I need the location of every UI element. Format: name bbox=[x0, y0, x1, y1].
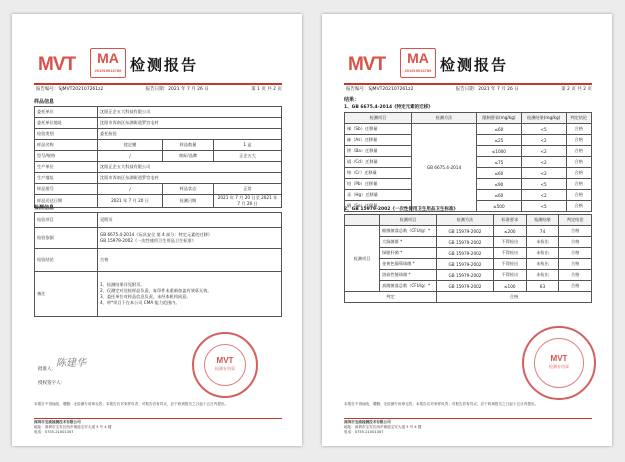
table-cell: 型号/规格 bbox=[35, 151, 98, 162]
table-row bbox=[35, 272, 282, 317]
footer-divider bbox=[34, 418, 282, 419]
table-cell: 检验类别 bbox=[35, 129, 98, 140]
table-row bbox=[35, 129, 282, 140]
footer-info: 深圳市宝威检测技术有限公司 地址：深圳市宝安区西乡街道宝安大道 5 号 4 楼 电话：0755-21001307 bbox=[34, 420, 112, 434]
table-cell: 大肠菌群 * bbox=[380, 237, 437, 248]
inspection-stamp: MVT 检测专用章 bbox=[192, 332, 258, 398]
report-meta: 报告编号：SJMVT202107261z2 报告日期：2021 年 7 月 26 日 第 2 页 共 2 页 bbox=[346, 87, 592, 92]
report-page-2 bbox=[322, 14, 612, 446]
sample-info-title: 样品信息 bbox=[34, 99, 55, 105]
table-cell: 锑（Sb）迁移量 bbox=[345, 124, 412, 135]
table-cell: 2021 年 7 月 20 日至 2021 年 7 月 26 日 bbox=[214, 195, 282, 208]
table-cell: ≤25 bbox=[477, 135, 522, 146]
table-row bbox=[345, 270, 592, 281]
table-cell: 不得检出 bbox=[493, 237, 526, 248]
table-header bbox=[345, 113, 592, 124]
table-cell: 溶血性链球菌 * bbox=[380, 270, 437, 281]
table-cell: 钡（Ba）迁移量 bbox=[345, 146, 412, 157]
table-cell: 标准要求 bbox=[493, 215, 526, 226]
table-cell: 细菌菌落总数（CFU/g）* bbox=[380, 226, 437, 237]
cma-logo: MA 201919016789 bbox=[400, 48, 436, 78]
table-cell: 合格 bbox=[566, 190, 592, 201]
table-cell: 委托单位 bbox=[35, 107, 98, 118]
table-cell: 2021 年 7 月 20 日 bbox=[98, 195, 163, 208]
table-cell: 检验项目 bbox=[35, 213, 98, 228]
table-cell: 合格 bbox=[566, 179, 592, 190]
test-info-table bbox=[34, 212, 282, 317]
table-row bbox=[35, 195, 282, 208]
table-cell: ≤60 bbox=[477, 124, 522, 135]
table-cell: 检验依据 bbox=[35, 228, 98, 249]
table-cell: 合格 bbox=[566, 201, 592, 212]
table-cell: 检测项目 bbox=[345, 226, 380, 292]
table-cell: 合格 bbox=[566, 135, 592, 146]
table-cell: 检验结论 bbox=[35, 249, 98, 272]
report-title: 检测报告 bbox=[130, 56, 199, 74]
table-cell: 合格 bbox=[566, 124, 592, 135]
table-cell: <2 bbox=[521, 135, 566, 146]
table-cell: 汞（Hg）迁移量 bbox=[345, 190, 412, 201]
table-cell: 合格 bbox=[566, 146, 592, 157]
section-1-title: 1、GB 6675.4-2014《特定元素的迁移》 bbox=[344, 105, 433, 110]
inspection-stamp: MVT 检测专用章 bbox=[522, 326, 596, 400]
table-cell: 检测项目 bbox=[380, 215, 437, 226]
footer-note: 本报告不得涂改、增删；无检测专用章无效；本报告仅对来样负责；对报告若有异议，应于收到报告之日起十五日内提出。 bbox=[344, 402, 539, 406]
table-cell: 生产地址 bbox=[35, 173, 98, 184]
table-cell: 真菌菌落总数（CFU/g）* bbox=[380, 281, 437, 292]
table-cell: 样品送达日期 bbox=[35, 195, 98, 208]
hygiene-standard-table bbox=[344, 214, 592, 303]
table-row bbox=[35, 213, 282, 228]
table-cell: 不得检出 bbox=[493, 270, 526, 281]
table-row bbox=[35, 107, 282, 118]
table-cell: 硒（Se）迁移量 bbox=[345, 201, 412, 212]
table-row bbox=[345, 237, 592, 248]
table-cell: 见附页 bbox=[98, 213, 282, 228]
test-info-title: 检测信息 bbox=[34, 205, 55, 211]
table-cell: 样品批号 bbox=[35, 184, 98, 195]
table-cell: 商标/品牌 bbox=[163, 151, 214, 162]
table-row bbox=[345, 281, 592, 292]
table-cell: ≤500 bbox=[477, 201, 522, 212]
mvt-logo: MVT bbox=[348, 54, 386, 75]
table-cell: 未检出 bbox=[526, 248, 559, 259]
table-row bbox=[345, 226, 592, 237]
table-row bbox=[35, 228, 282, 249]
table-cell: 样品名称 bbox=[35, 140, 98, 151]
section-2-title: 2、GB 15979-2002《一次性使用卫生用品卫生标准》 bbox=[344, 207, 458, 212]
result-title: 结果： bbox=[344, 97, 360, 103]
table-cell: 备注 bbox=[35, 272, 98, 317]
report-page-1 bbox=[12, 14, 302, 446]
table-row bbox=[35, 140, 282, 151]
table-row bbox=[35, 173, 282, 184]
table-cell: 样品状态 bbox=[163, 184, 214, 195]
table-cell: 合格 bbox=[566, 168, 592, 179]
table-cell: <2 bbox=[521, 157, 566, 168]
table-row bbox=[35, 151, 282, 162]
table-row bbox=[345, 259, 592, 270]
approver-label: 批准人： bbox=[38, 367, 56, 372]
table-cell: 合格 bbox=[559, 281, 592, 292]
reviewer-label: 授权签字人： bbox=[38, 381, 65, 386]
report-header bbox=[38, 46, 276, 80]
table-cell: 合格 bbox=[559, 226, 592, 237]
table-cell: / bbox=[98, 184, 163, 195]
table-cell: 不得检出 bbox=[493, 259, 526, 270]
table-cell: 铬（Cr）迁移量 bbox=[345, 168, 412, 179]
table-cell: ≤75 bbox=[477, 157, 522, 168]
table-cell: 未检出 bbox=[526, 237, 559, 248]
table-cell: ≤1000 bbox=[477, 146, 522, 157]
table-cell: GB 15979-2002 bbox=[437, 259, 494, 270]
footer-divider bbox=[344, 418, 592, 419]
table-cell: 铅（Pb）迁移量 bbox=[345, 179, 412, 190]
table-cell: GB 15979-2002 bbox=[437, 281, 494, 292]
verdict-row bbox=[345, 292, 592, 303]
table-cell: 74 bbox=[526, 226, 559, 237]
table-row bbox=[345, 124, 592, 135]
report-title: 检测报告 bbox=[440, 56, 509, 74]
table-cell: 委托单位地址 bbox=[35, 118, 98, 129]
table-cell: 限制要求(mg/kg) bbox=[477, 113, 522, 124]
table-cell: 砷（As）迁移量 bbox=[345, 135, 412, 146]
report-meta: 报告编号：SJMVT202107261z2 报告日期：2021 年 7 月 26 日 第 1 页 共 2 页 bbox=[36, 87, 282, 92]
table-header bbox=[345, 215, 592, 226]
table-cell: 绿脓杆菌 * bbox=[380, 248, 437, 259]
header-divider bbox=[344, 83, 592, 85]
table-cell bbox=[345, 215, 380, 226]
table-cell: <5 bbox=[521, 201, 566, 212]
sample-info-table bbox=[34, 106, 282, 208]
table-cell: 沈阳市浑南区东湖街道罗宫屯村 bbox=[98, 173, 282, 184]
table-cell: 合格 bbox=[559, 259, 592, 270]
table-cell: ≤200 bbox=[493, 226, 526, 237]
header-divider bbox=[34, 83, 282, 85]
approver-signature: 陈建华 bbox=[56, 358, 86, 369]
table-cell: <2 bbox=[521, 146, 566, 157]
table-row bbox=[35, 162, 282, 173]
table-cell: 镉（Cd）迁移量 bbox=[345, 157, 412, 168]
table-row bbox=[35, 184, 282, 195]
table-cell: 判定结论 bbox=[566, 113, 592, 124]
table-cell: 沈阳正企五大科技有限公司 bbox=[98, 162, 282, 173]
table-cell: 未检出 bbox=[526, 259, 559, 270]
table-cell: <5 bbox=[521, 179, 566, 190]
table-cell: <2 bbox=[521, 168, 566, 179]
table-cell: 正企五大 bbox=[214, 151, 282, 162]
table-cell: ≤60 bbox=[477, 190, 522, 201]
report-header bbox=[348, 46, 586, 80]
table-cell: 样品数量 bbox=[163, 140, 214, 151]
cma-logo: MA 201919016789 bbox=[90, 48, 126, 78]
table-cell: 正常 bbox=[214, 184, 282, 195]
table-cell: GB 15979-2002 bbox=[437, 237, 494, 248]
table-cell: 合格 bbox=[559, 237, 592, 248]
table-cell: 未检出 bbox=[526, 270, 559, 281]
table-cell: 检测日期 bbox=[163, 195, 214, 208]
table-cell: GB 15979-2002 bbox=[437, 226, 494, 237]
footer-info: 深圳市宝威检测技术有限公司 地址：深圳市宝安区西乡街道宝安大道 5 号 4 楼 电话：0755-21001307 bbox=[344, 420, 422, 434]
table-row bbox=[35, 249, 282, 272]
remarks-list: 1、检测结果详见附页。 2、仅测定对送检样品负责，复印件未重新加盖有效章无效。 3、委托单位对样品信息负责，未经本机构同意。 4、带*项目不在本公司 CMA 能力范围内。 bbox=[98, 272, 282, 317]
table-cell: 合格 bbox=[437, 292, 592, 303]
table-cell: 合格 bbox=[559, 248, 592, 259]
mvt-logo: MVT bbox=[38, 54, 76, 75]
table-cell: ≤90 bbox=[477, 179, 522, 190]
table-cell: <2 bbox=[521, 190, 566, 201]
table-cell: ≤60 bbox=[477, 168, 522, 179]
table-cell: 检测项目 bbox=[345, 113, 412, 124]
table-cell: 委托检验 bbox=[98, 129, 282, 140]
table-cell: 判定结论 bbox=[559, 215, 592, 226]
table-cell: / bbox=[98, 151, 163, 162]
table-cell: 金黄色葡萄球菌 * bbox=[380, 259, 437, 270]
table-cell: 合格 bbox=[559, 270, 592, 281]
table-cell: ≤100 bbox=[493, 281, 526, 292]
table-row bbox=[345, 248, 592, 259]
table-cell: GB 6675.4-2014 bbox=[412, 124, 477, 212]
table-cell: 合格 bbox=[98, 249, 282, 272]
table-cell: 沈阳正企五大科技有限公司 bbox=[98, 107, 282, 118]
element-migration-table bbox=[344, 112, 592, 212]
table-cell: 检测结果 bbox=[526, 215, 559, 226]
table-cell: GB 15979-2002 bbox=[437, 270, 494, 281]
table-cell: 生产单位 bbox=[35, 162, 98, 173]
table-cell: 检测方法 bbox=[437, 215, 494, 226]
table-cell: 检测结果(mg/kg) bbox=[521, 113, 566, 124]
table-cell: 63 bbox=[526, 281, 559, 292]
table-cell: 沈阳市浑南区东湖街道罗宫屯村 bbox=[98, 118, 282, 129]
table-cell: GB 15979-2002 bbox=[437, 248, 494, 259]
table-cell: 检测方法 bbox=[412, 113, 477, 124]
table-cell: 合格 bbox=[566, 157, 592, 168]
table-cell: GB 6675.4-2014《玩具安全 第 4 部分：特定元素的迁移》 GB 15979-2002《一次性使用卫生用品卫生标准》 bbox=[98, 228, 282, 249]
table-cell: 搓足膜 bbox=[98, 140, 163, 151]
table-row bbox=[35, 118, 282, 129]
table-cell: 判定 bbox=[345, 292, 437, 303]
footer-note: 本报告不得涂改、增删；无检测专用章无效；本报告仅对来样负责；对报告若有异议，应于收到报告之日起十五日内提出。 bbox=[34, 402, 229, 406]
table-cell: 不得检出 bbox=[493, 248, 526, 259]
table-cell: <5 bbox=[521, 124, 566, 135]
table-cell: 1 盒 bbox=[214, 140, 282, 151]
